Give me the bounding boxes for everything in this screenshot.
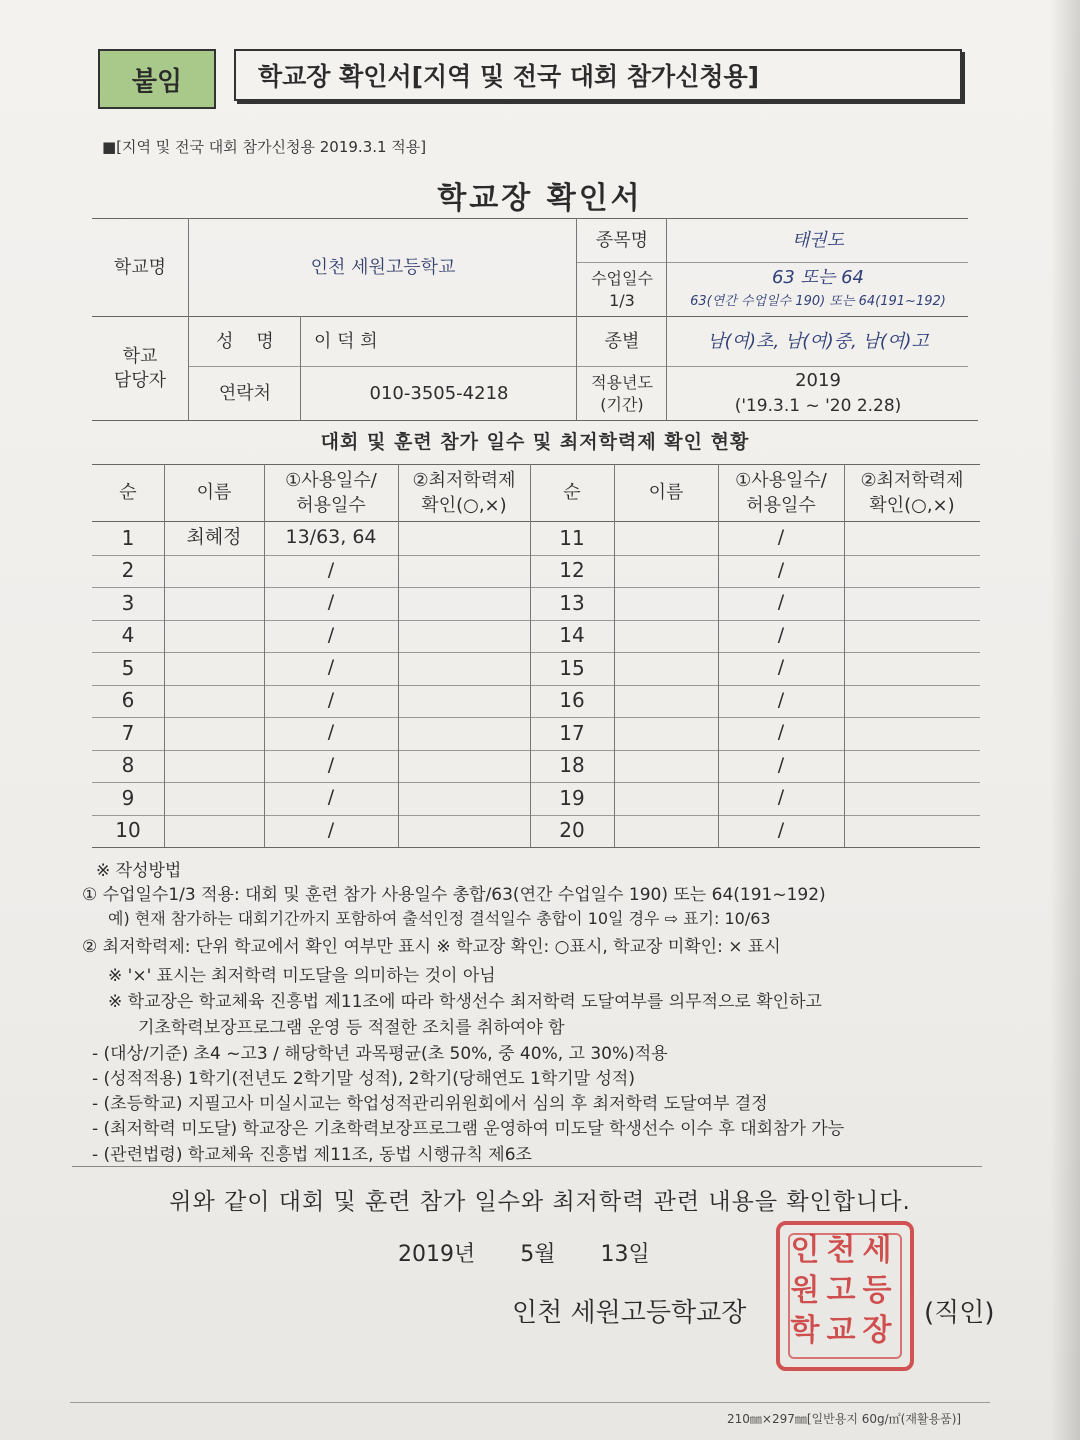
- seal-char: 학: [790, 1313, 820, 1348]
- attachment-tag: 붙임: [98, 49, 216, 109]
- status-cell-no: 20: [559, 818, 585, 843]
- status-cell-no: 10: [115, 818, 141, 843]
- status-cell-check: [844, 652, 980, 685]
- status-cell-check: [844, 587, 980, 620]
- category-label: 종별: [604, 330, 640, 352]
- status-cell-check: [844, 555, 980, 588]
- seal-char: 세: [862, 1233, 892, 1268]
- status-cell-name: 최혜정: [186, 526, 242, 549]
- info-divider: [666, 218, 667, 420]
- status-cell-no: 15: [559, 655, 585, 680]
- status-cell-check: [398, 815, 530, 848]
- status-cell-name: [614, 587, 718, 620]
- status-cell-check: [398, 717, 530, 750]
- status-cell-name: [614, 685, 718, 718]
- status-cell-days: /: [777, 786, 785, 809]
- status-cell-no: 17: [559, 720, 585, 745]
- info-rule: [92, 316, 968, 317]
- seal-char: 인: [790, 1233, 820, 1268]
- status-row-rule: [92, 587, 980, 588]
- status-cell-check: [844, 815, 980, 848]
- status-cell-name: [614, 652, 718, 685]
- seal-char: 장: [862, 1313, 892, 1348]
- status-cell-no: 7: [121, 720, 135, 745]
- note-line: - (관련법령) 학교체육 진흥법 제11조, 동법 시행규칙 제6조: [92, 1145, 532, 1165]
- status-cell-check: [398, 587, 530, 620]
- status-cell-check: [844, 685, 980, 718]
- info-rule: [576, 366, 968, 367]
- contact-label: 연락처: [218, 382, 272, 404]
- year-value: 2019: [795, 369, 841, 391]
- note-line: - (초등학교) 지필고사 미실시교는 학업성적관리위원회에서 심의 후 최저학력 도달여부 결정: [92, 1094, 768, 1114]
- manager-label: 학교 담당자: [113, 345, 167, 391]
- status-cell-days: /: [777, 623, 785, 646]
- date-day: 13일: [600, 1242, 650, 1267]
- status-cell-days: /: [327, 591, 335, 614]
- school-name-label: 학교명: [113, 256, 167, 278]
- year-period: ('19.3.1 ~ '20 2.28): [734, 395, 902, 416]
- status-cell-check: [398, 652, 530, 685]
- col-header-days: ①사용일수/ 허용일수: [285, 470, 377, 516]
- status-cell-days: /: [777, 591, 785, 614]
- status-row-rule: [92, 782, 980, 783]
- status-cell-no: 3: [121, 590, 135, 615]
- name-value: 이 덕 희: [314, 330, 378, 352]
- status-cell-days: /: [327, 623, 335, 646]
- col-header-name-right: 이름: [648, 482, 684, 504]
- status-cell-check: [398, 750, 530, 783]
- status-row-rule: [92, 685, 980, 686]
- note-line: - (대상/기준) 초4 ~고3 / 해당학년 과목평균(초 50%, 중 40%, 고 30%)적용: [92, 1044, 668, 1064]
- status-cell-days: /: [327, 558, 335, 581]
- year-label: 적용년도 (기간): [591, 373, 653, 414]
- status-cell-no: 18: [559, 753, 585, 778]
- status-cell-check: [844, 620, 980, 653]
- contact-value: 010-3505-4218: [369, 382, 509, 404]
- status-title: 대회 및 훈련 참가 일수 및 최저학력제 확인 현황: [320, 431, 750, 454]
- status-cell-no: 6: [121, 688, 135, 713]
- status-col-divider: [164, 464, 165, 847]
- status-cell-days: /: [327, 818, 335, 841]
- sub-note: ■[지역 및 전국 대회 참가신청용 2019.3.1 적용]: [102, 138, 427, 156]
- status-cell-no: 12: [559, 558, 585, 583]
- status-cell-days: /: [777, 818, 785, 841]
- page-edge-shadow: [1050, 0, 1080, 1440]
- sport-value: 태권도: [791, 229, 845, 251]
- status-cell-days: /: [777, 721, 785, 744]
- confirmation-text: 위와 같이 대회 및 훈련 참가 일수와 최저학력 관련 내용을 확인합니다.: [169, 1189, 911, 1215]
- status-cell-days: /: [777, 558, 785, 581]
- issue-date: [398, 1237, 688, 1268]
- date-year: 2019년: [398, 1242, 476, 1267]
- status-cell-name: [614, 717, 718, 750]
- info-divider: [188, 218, 189, 420]
- status-cell-name: [164, 685, 264, 718]
- status-cell-days: /: [327, 656, 335, 679]
- school-days-value: 63 또는 64: [771, 266, 865, 288]
- status-rule-bottom: [92, 847, 980, 848]
- status-col-divider: [398, 464, 399, 847]
- status-cell-check: [398, 522, 530, 555]
- status-row-rule: [92, 815, 980, 816]
- col-header-no-right: 순: [563, 482, 581, 504]
- category-value: 남(여)초, 남(여)중, 남(여)고: [707, 330, 929, 352]
- info-rule: [576, 262, 968, 263]
- principal-name: 인천 세원고등학교장: [512, 1298, 747, 1328]
- status-cell-no: 5: [121, 655, 135, 680]
- status-row-rule: [92, 620, 980, 621]
- col-header-no: 순: [119, 482, 137, 504]
- info-divider: [300, 316, 301, 420]
- status-cell-name: [164, 750, 264, 783]
- status-cell-name: [164, 620, 264, 653]
- status-cell-check: [844, 717, 980, 750]
- notes-rule: [72, 1166, 982, 1167]
- status-cell-name: [164, 587, 264, 620]
- status-cell-days: /: [327, 786, 335, 809]
- notes-heading: ※ 작성방법: [96, 861, 182, 881]
- seal-char: 고: [826, 1273, 856, 1308]
- status-cell-no: 16: [559, 688, 585, 713]
- school-days-label: 수업일수 1/3: [591, 269, 653, 310]
- status-cell-days: /: [777, 688, 785, 711]
- status-cell-days: /: [777, 753, 785, 776]
- name-label: 성 명: [216, 330, 274, 352]
- status-cell-check: [398, 555, 530, 588]
- status-cell-no: 13: [559, 590, 585, 615]
- status-cell-no: 9: [121, 785, 135, 810]
- seal-char: 교: [826, 1313, 856, 1348]
- status-cell-name: [164, 555, 264, 588]
- status-cell-check: [844, 750, 980, 783]
- footer-rule: [70, 1402, 990, 1403]
- status-rule-top: [92, 464, 980, 465]
- school-days-detail: 63(연간 수업일수 190) 또는 64(191~192): [690, 294, 946, 310]
- paper-spec: 210㎜×297㎜[일반용지 60g/㎡(재활용품)]: [727, 1412, 962, 1426]
- status-cell-check: [844, 522, 980, 555]
- status-cell-check: [844, 782, 980, 815]
- info-rule-top: [92, 218, 968, 219]
- status-row-rule: [92, 652, 980, 653]
- status-cell-no: 4: [121, 623, 135, 648]
- status-cell-name: [164, 815, 264, 848]
- status-cell-name: [614, 620, 718, 653]
- col-header-check: ②최저학력제 확인(○,×): [412, 470, 516, 516]
- sport-label: 종목명: [595, 229, 649, 251]
- col-header-days-right: ①사용일수/ 허용일수: [735, 470, 827, 516]
- document-title: 학교장 확인서: [437, 181, 643, 216]
- status-cell-check: [398, 620, 530, 653]
- col-header-check-right: ②최저학력제 확인(○,×): [860, 470, 964, 516]
- seal-char: 등: [862, 1273, 892, 1308]
- info-rule: [92, 420, 978, 421]
- status-cell-days: /: [327, 753, 335, 776]
- status-col-divider: [264, 464, 265, 847]
- status-cell-name: [614, 555, 718, 588]
- seal-char: 원: [790, 1273, 820, 1308]
- note-line: 예) 현재 참가하는 대회기간까지 포함하여 출석인정 결석일수 총합이 10일 경우 ⇨ 표기: 10/63: [108, 909, 771, 928]
- seal-label: (직인): [924, 1298, 995, 1328]
- status-cell-no: 1: [121, 525, 135, 550]
- note-line: - (최저학력 미도달) 학교장은 기초학력보장프로그램 운영하여 미도달 학생선수 이수 후 대회참가 가능: [92, 1119, 845, 1139]
- official-seal-stamp: [776, 1221, 914, 1371]
- school-name-value: 인천 세원고등학교: [310, 256, 456, 278]
- status-row-rule: [92, 750, 980, 751]
- info-divider: [576, 218, 577, 420]
- date-month: 5월: [520, 1242, 556, 1267]
- status-cell-days: /: [327, 721, 335, 744]
- col-header-name: 이름: [196, 482, 232, 504]
- status-cell-name: [614, 522, 718, 555]
- status-cell-check: [398, 782, 530, 815]
- status-cell-no: 19: [559, 785, 585, 810]
- status-cell-name: [164, 782, 264, 815]
- status-cell-name: [614, 750, 718, 783]
- status-cell-name: [614, 815, 718, 848]
- status-cell-days: 13/63, 64: [285, 526, 377, 549]
- status-cell-no: 8: [121, 753, 135, 778]
- status-cell-no: 2: [121, 558, 135, 583]
- note-line: ② 최저학력제: 단위 학교에서 확인 여부만 표시 ※ 학교장 확인: ○표시, 학교장 미확인: × 표시: [82, 937, 781, 957]
- status-cell-days: /: [327, 688, 335, 711]
- info-rule: [188, 366, 578, 367]
- note-line: 기초학력보장프로그램 운영 등 적절한 조치를 취하여야 함: [138, 1018, 565, 1038]
- status-cell-no: 11: [559, 525, 585, 550]
- note-line: ※ '×' 표시는 최저학력 미도달을 의미하는 것이 아님: [108, 966, 496, 986]
- header-title: 학교장 확인서[지역 및 전국 대회 참가신청용]: [234, 49, 962, 101]
- status-cell-name: [164, 717, 264, 750]
- seal-characters: [786, 1231, 896, 1351]
- status-cell-name: [614, 782, 718, 815]
- status-cell-check: [398, 685, 530, 718]
- status-cell-days: /: [777, 656, 785, 679]
- status-col-divider: [614, 464, 615, 847]
- status-cell-no: 14: [559, 623, 585, 648]
- note-line: ① 수업일수1/3 적용: 대회 및 훈련 참가 사용일수 총합/63(연간 수업일수 190) 또는 64(191~192): [82, 885, 826, 905]
- seal-char: 천: [826, 1233, 856, 1268]
- status-col-divider: [718, 464, 719, 847]
- note-line: ※ 학교장은 학교체육 진흥법 제11조에 따라 학생선수 최저학력 도달여부를 의무적으로 확인하고: [108, 992, 822, 1012]
- note-line: - (성적적용) 1학기(전년도 2학기말 성적), 2학기(당해연도 1학기말 성적): [92, 1069, 635, 1089]
- status-row-rule: [92, 555, 980, 556]
- status-cell-name: [164, 652, 264, 685]
- status-cell-days: /: [777, 526, 785, 549]
- status-col-divider: [530, 464, 531, 847]
- status-col-divider: [844, 464, 845, 847]
- status-row-rule: [92, 717, 980, 718]
